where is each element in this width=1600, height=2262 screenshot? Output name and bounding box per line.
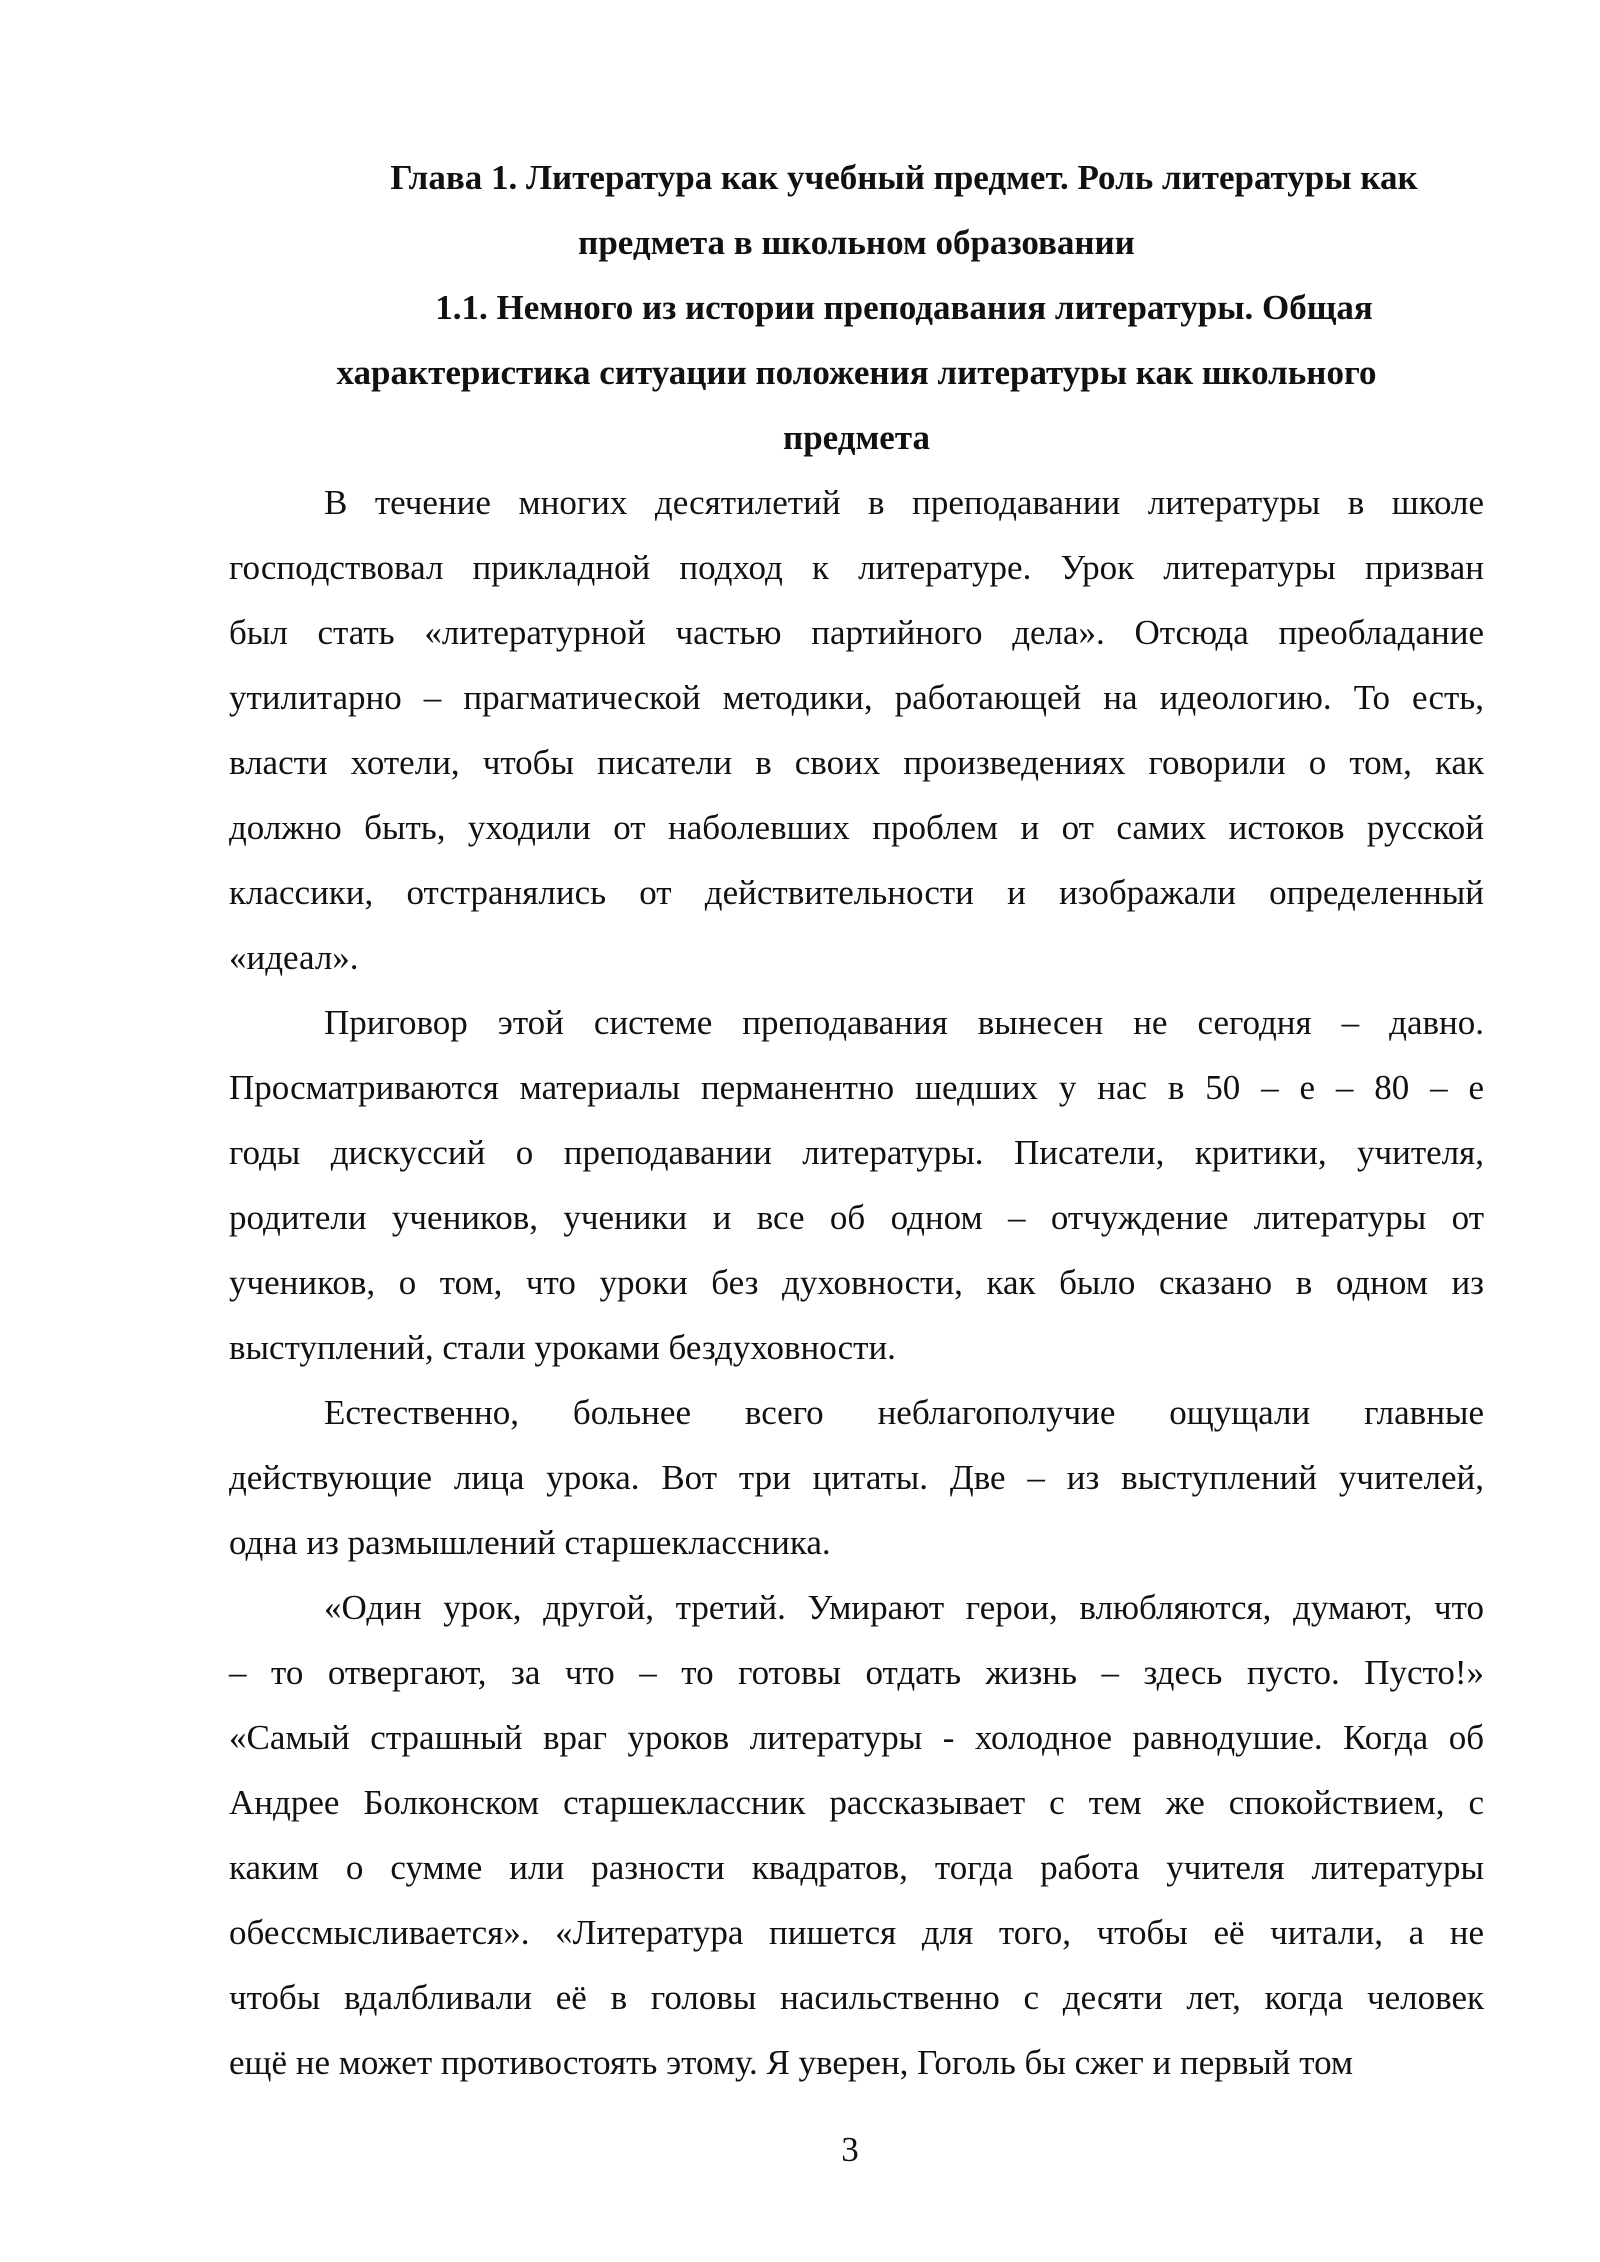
paragraph [229,1380,1484,1575]
section-heading-line: характеристика ситуации положения литературы как школьного [336,353,1377,392]
paragraph-line: Естественно, больнее всего неблагополучие ощущали главные [324,1393,1484,1432]
paragraph-line: – то отвергают, за что – то готовы отдать жизнь – здесь пусто. Пусто!» [229,1653,1484,1692]
paragraph-line: выступлений, стали уроками бездуховности. [229,1328,896,1367]
page-number: 3 [841,2130,859,2169]
paragraph-line: учеников, о том, что уроки без духовности, как было сказано в одном из [229,1263,1484,1302]
paragraph-line: Приговор этой системе преподавания вынесен не сегодня – давно. [324,1003,1484,1042]
paragraph-line: чтобы вдалбливали её в головы насильственно с десяти лет, когда человек [229,1978,1484,2017]
paragraph-line: утилитарно – прагматической методики, работающей на идеологию. То есть, [229,678,1484,717]
paragraph-line: был стать «литературной частью партийного дела». Отсюда преобладание [229,613,1484,652]
chapter-heading [229,145,1484,275]
paragraph-line: Андрее Болконском старшеклассник рассказывает с тем же спокойствием, с [229,1783,1484,1822]
paragraph-line: одна из размышлений старшеклассника. [229,1523,831,1562]
paragraph-line: ещё не может противостоять этому. Я уверен, Гоголь бы сжег и первый том [229,2043,1354,2082]
paragraph-line: Просматриваются материалы перманентно шедших у нас в 50 – е – 80 – е [229,1068,1484,1107]
chapter-heading-line: Глава 1. Литература как учебный предмет. Роль литературы как [390,158,1418,197]
paragraph-line: годы дискуссий о преподавании литературы. Писатели, критики, учителя, [229,1133,1484,1172]
paragraph-line: обессмысливается». «Литература пишется для того, чтобы её читали, а не [229,1913,1484,1952]
paragraph-line: В течение многих десятилетий в преподавании литературы в школе [324,483,1484,522]
paragraph-line: должно быть, уходили от наболевших проблем и от самих истоков русской [229,808,1484,847]
paragraph [229,470,1484,990]
paragraph-line: родители учеников, ученики и все об одном – отчуждение литературы от [229,1198,1484,1237]
paragraph-line: «Самый страшный враг уроков литературы - холодное равнодушие. Когда об [229,1718,1484,1757]
paragraph-line: господствовал прикладной подход к литературе. Урок литературы призван [229,548,1484,587]
body-text [229,470,1484,2095]
paragraph-line: власти хотели, чтобы писатели в своих произведениях говорили о том, как [229,743,1484,782]
paragraph-line: «Один урок, другой, третий. Умирают герои, влюбляются, думают, что [324,1588,1484,1627]
section-heading-line: 1.1. Немного из истории преподавания литературы. Общая [435,288,1373,327]
paragraph-line: «идеал». [229,938,359,977]
page-content [229,145,1484,2095]
section-heading [229,275,1484,470]
paragraph-line: классики, отстранялись от действительности и изображали определенный [229,873,1484,912]
paragraph [229,1575,1484,2095]
paragraph [229,990,1484,1380]
paragraph-line: каким о сумме или разности квадратов, тогда работа учителя литературы [229,1848,1484,1887]
paragraph-line: действующие лица урока. Вот три цитаты. Две – из выступлений учителей, [229,1458,1484,1497]
chapter-heading-line: предмета в школьном образовании [578,223,1135,262]
section-heading-line: предмета [783,418,930,457]
